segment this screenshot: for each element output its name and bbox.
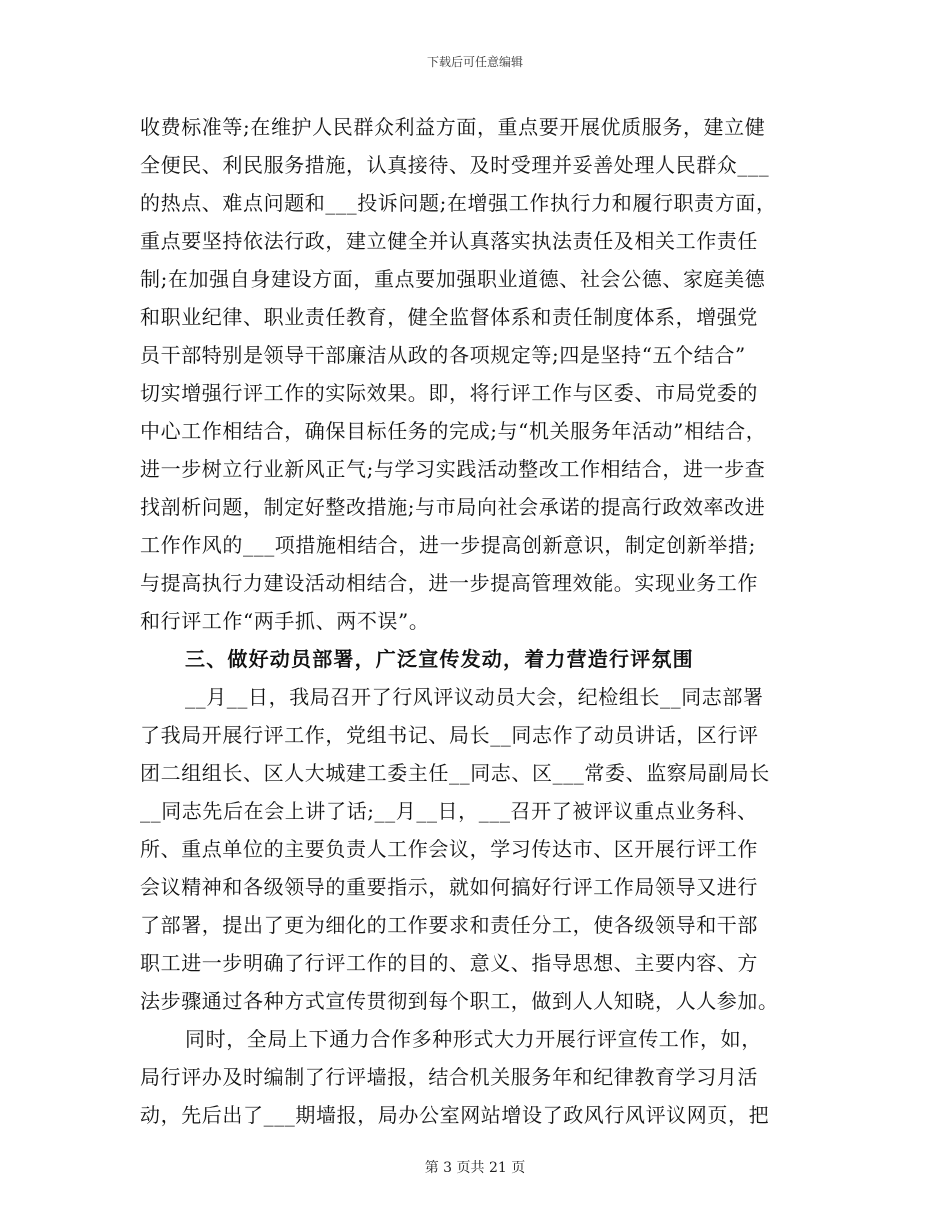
- text-line: 的热点、难点问题和___投诉问题;在增强工作执行力和履行职责方面，: [140, 191, 777, 215]
- page-footer: 第 3 页共 21 页: [424, 1160, 526, 1176]
- text-line: 重点要坚持依法行政，建立健全并认真落实执法责任及相关工作责任: [140, 229, 758, 253]
- text-line: 找剖析问题，制定好整改措施;与市局向社会承诺的提高行政效率改进: [140, 495, 766, 519]
- text-line: 收费标准等;在维护人民群众利益方面，重点要开展优质服务，建立健: [140, 115, 766, 139]
- text-line: 了我局开展行评工作，党组书记、局长__同志作了动员讲话，区行评: [140, 723, 759, 747]
- text-line: 所、重点单位的主要负责人工作会议，学习传达市、区开展行评工作: [140, 837, 758, 861]
- text-line: 职工进一步明确了行评工作的目的、意义、指导思想、主要内容、方: [140, 951, 758, 975]
- text-line: __月__日，我局召开了行风评议动员大会，纪检组长__同志部署: [185, 685, 764, 709]
- text-line: 动，先后出了___期墙报，局办公室网站增设了政风行风评议网页，把: [140, 1103, 770, 1127]
- text-line: 法步骤通过各种方式宣传贯彻到每个职工，做到人人知晓，人人参加。: [140, 989, 779, 1013]
- text-line: 进一步树立行业新风正气;与学习实践活动整改工作相结合，进一步查: [140, 457, 766, 481]
- text-line: 局行评办及时编制了行评墙报，结合机关服务年和纪律教育学习月活: [140, 1065, 758, 1089]
- text-line: 同时，全局上下通力合作多种形式大力开展行评宣传工作，如，: [185, 1027, 762, 1051]
- text-line: 和行评工作“两手抓、两不误”。: [140, 609, 430, 633]
- page-header: 下载后可任意编辑: [426, 55, 523, 69]
- section-heading: 三、做好动员部署，广泛宣传发动，着力营造行评氛围: [185, 647, 694, 671]
- text-line: 全便民、利民服务措施，认真接待、及时受理并妥善处理人民群众___: [140, 153, 770, 177]
- text-line: 工作作风的___项措施相结合，进一步提高创新意识，制定创新举措;: [140, 533, 756, 557]
- text-line: 和职业纪律、职业责任教育，健全监督体系和责任制度体系，增强党: [140, 305, 758, 329]
- text-line: 员干部特别是领导干部廉洁从政的各项规定等;四是坚持“五个结合”: [140, 343, 746, 367]
- text-line: 制;在加强自身建设方面，重点要加强职业道德、社会公德、家庭美德: [140, 267, 766, 291]
- text-line: 团二组组长、区人大城建工委主任__同志、区___常委、监察局副局长: [140, 761, 770, 785]
- text-line: 切实增强行评工作的实际效果。即，将行评工作与区委、市局党委的: [140, 381, 758, 405]
- text-line: __同志先后在会上讲了话;__月__日，___召开了被评议重点业务科、: [140, 799, 758, 823]
- text-line: 会议精神和各级领导的重要指示，就如何搞好行评工作局领导又进行: [140, 875, 758, 899]
- text-line: 与提高执行力建设活动相结合，进一步提高管理效能。实现业务工作: [140, 571, 758, 595]
- text-line: 中心工作相结合，确保目标任务的完成;与“机关服务年活动”相结合，: [140, 419, 767, 443]
- text-line: 了部署，提出了更为细化的工作要求和责任分工，使各级领导和干部: [140, 913, 758, 937]
